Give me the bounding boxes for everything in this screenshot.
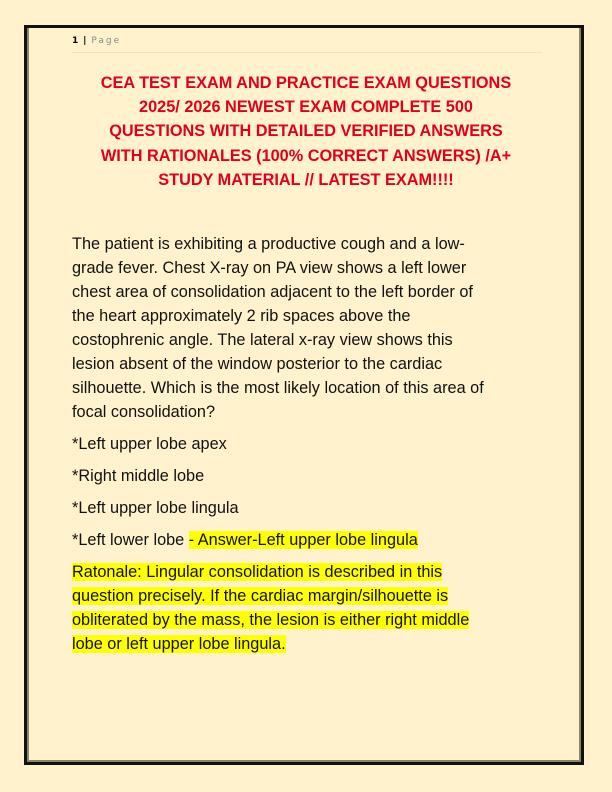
rationale-line: obliterated by the mass, the lesion is either right middle [72, 611, 470, 629]
rationale-line: Ratonale: Lingular consolidation is described in this [72, 563, 443, 581]
title-line: STUDY MATERIAL // LATEST EXAM!!!! [158, 170, 454, 189]
rationale-line: lobe or left upper lobe lingula. [72, 635, 286, 653]
option-a: *Left upper lobe apex [72, 435, 227, 453]
question-line: costophrenic angle. The lateral x-ray view shows this [72, 331, 453, 349]
page-number: 1 [72, 36, 79, 46]
option-d-with-answer [72, 528, 542, 552]
option-d: *Left lower lobe [72, 531, 189, 549]
option-b: *Right middle lobe [72, 467, 205, 485]
title-line: CEA TEST EXAM AND PRACTICE EXAM QUESTIONS [100, 74, 512, 92]
question-line: The patient is exhibiting a productive cough and a low- [72, 235, 465, 253]
header-separator: | [83, 36, 87, 46]
rationale [72, 560, 542, 656]
title-line: 2025/ 2026 NEWEST EXAM COMPLETE 500 [139, 98, 473, 117]
title-line: QUESTIONS WITH DETAILED VERIFIED ANSWERS [109, 122, 503, 141]
title-line: WITH RATIONALES (100% CORRECT ANSWERS) /A+ [100, 146, 512, 165]
question-line: focal consolidation? [72, 403, 216, 421]
question-line: lesion absent of the window posterior to the cardiac [72, 355, 443, 373]
answer-text: - Answer-Left upper lobe lingula [188, 531, 418, 549]
question-block [72, 232, 542, 656]
rationale-line: question precisely. If the cardiac margin/silhouette is [72, 587, 449, 605]
question-line: grade fever. Chest X-ray on PA view shows a left lower [72, 259, 467, 277]
option-c: *Left upper lobe lingula [72, 499, 239, 517]
question-line: chest area of consolidation adjacent to the left border of [72, 283, 473, 301]
document-title [60, 71, 552, 192]
question-line: the heart approximately 2 rib spaces above the [72, 307, 411, 325]
question-line: silhouette. Which is the most likely location of this area of [72, 379, 484, 397]
question-stem [72, 232, 542, 424]
page-header [72, 36, 542, 53]
page-label: Page [91, 36, 122, 46]
